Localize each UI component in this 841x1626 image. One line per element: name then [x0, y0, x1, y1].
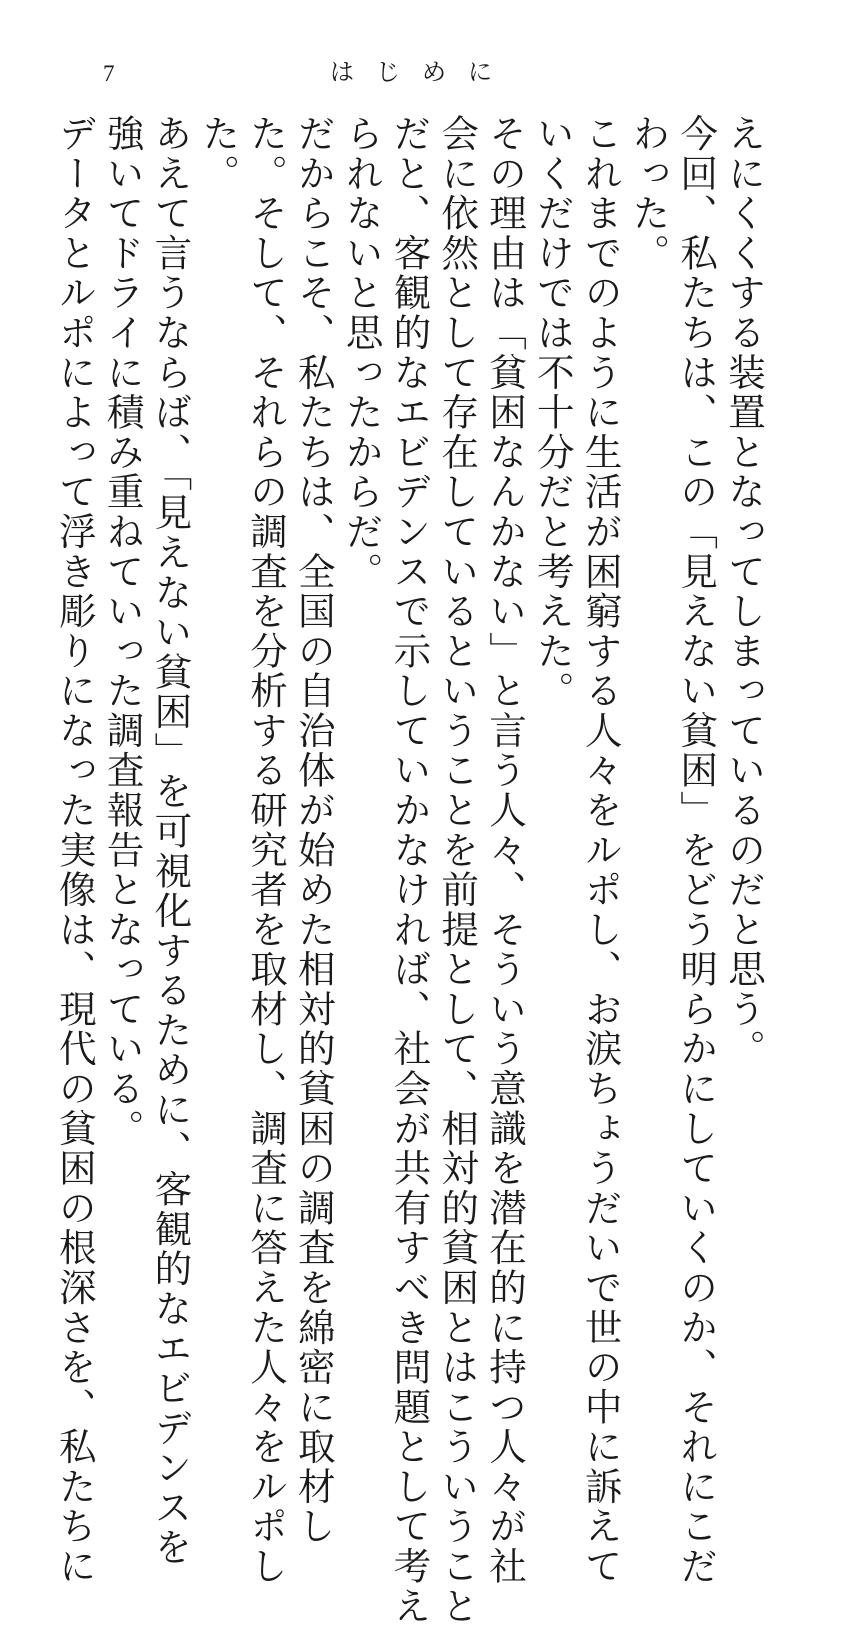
text-line: えにくくする装置となってしまっているのだと思う。 — [722, 114, 766, 1069]
text-line: 会に依然として存在しているということを前提として、相対的貧困とはこういうこと — [435, 114, 480, 1626]
text-line: 強いてドライに積み重ねていった調査報告となっている。 — [100, 114, 145, 1149]
text-line: だからこそ、私たちは、全国の自治体が始めた相対的貧困の調査を綿密に取材し — [291, 114, 336, 1547]
text-line: られないと思ったからだ。 — [339, 114, 384, 592]
text-line: いくだけでは不十分だと考えた。 — [530, 114, 575, 711]
text-line: 今回、私たちは、この「見えない貧困」をどう明らかにしていくのか、それにこだ — [674, 114, 719, 1587]
text-line: わった。 — [626, 114, 671, 274]
text-line: データとルポによって浮き彫りになった実像は、現代の貧困の根深さを、私たちに — [52, 114, 97, 1587]
text-line: だと、客観的なエビデンスで示していかなければ、社会が共有すべき問題として考え — [387, 114, 432, 1626]
text-line: これまでのように生活が困窮する人々をルポし、お涙ちょうだいで世の中に訴えて — [578, 114, 623, 1587]
page-number: 7 — [103, 61, 115, 86]
text-line: あえて言うならば、「見えない貧困」を可視化するために、客観的なエビデンスを — [148, 114, 193, 1568]
running-head: はじめに — [330, 58, 514, 86]
text-line: た。そして、それらの調査を分析する研究者を取材し、調査に答えた人々をルポし — [244, 114, 289, 1587]
vertical-text-block — [50, 114, 767, 1626]
text-line: その理由は「貧困なんかない」と言う人々、そういう意識を潜在的に持つ人々が社 — [483, 114, 528, 1587]
text-line: た。 — [196, 114, 241, 194]
